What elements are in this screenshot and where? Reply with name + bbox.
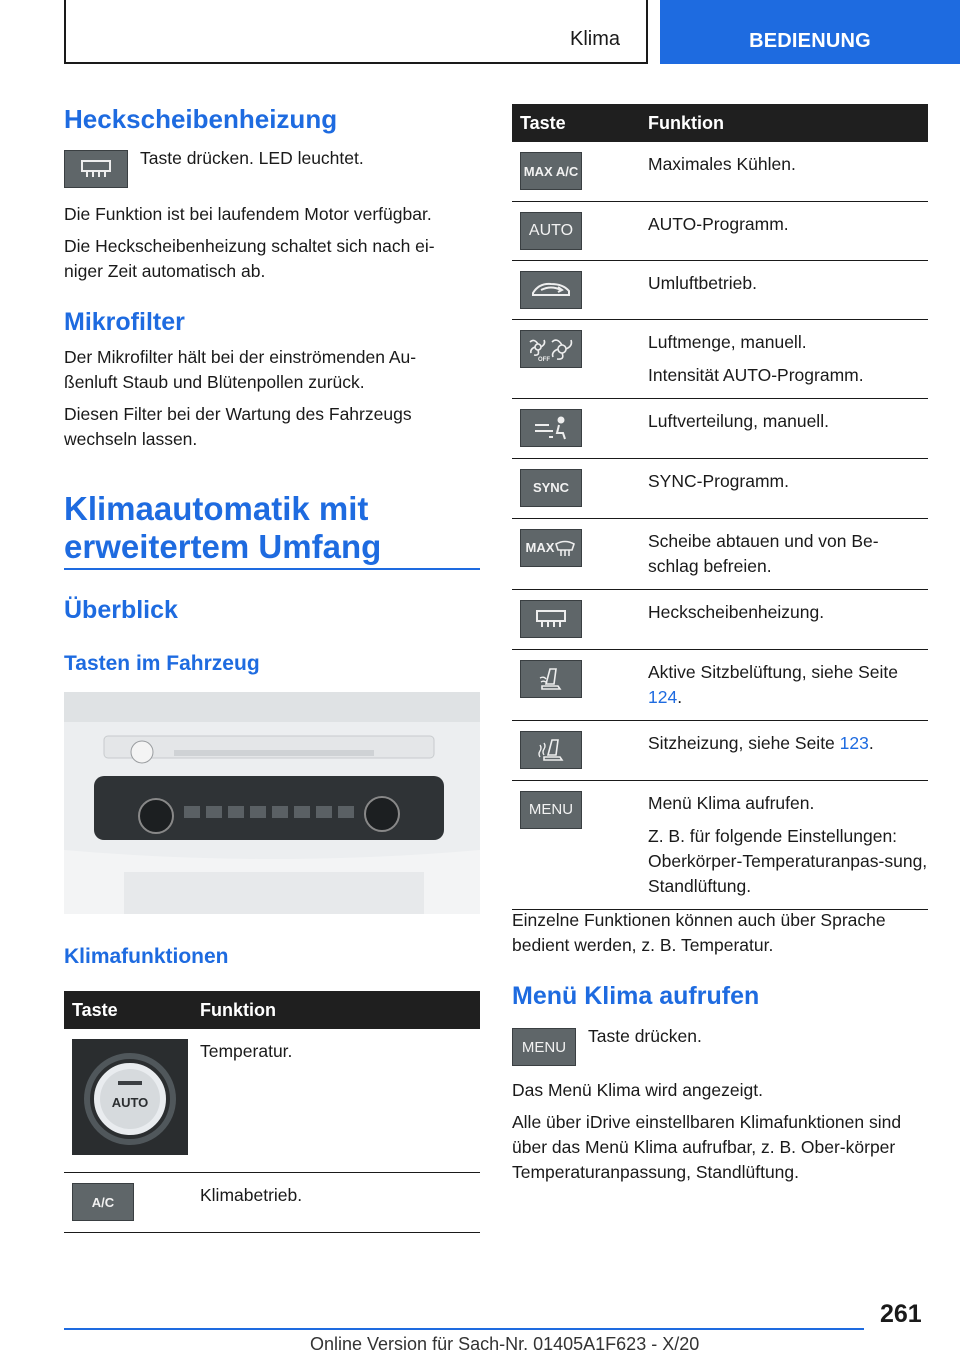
- klima-title-line2: erweitertem Umfang: [64, 528, 382, 565]
- menu-button: MENU: [512, 1028, 576, 1066]
- footer-rule: [64, 1328, 864, 1330]
- table-cell-text: Aktive Sitzbelüftung, siehe Seite: [648, 661, 899, 682]
- table-cell-text-2: Z. B. für folgende Einstellungen: Oberkörper-Temperaturanpas-sung, Standlüftung.: [648, 825, 928, 896]
- chapter-tab[interactable]: BEDIENUNG: [660, 0, 960, 64]
- menu-p2: Alle über iDrive einstellbaren Klimafunktionen sind über das Menü Klima aufrufbar, z. B. Ober-körper Temperaturanpassung, Standlüftung.: [512, 1112, 902, 1182]
- header-frame: [64, 0, 648, 64]
- table-row: [64, 1029, 480, 1173]
- right-function-table: [512, 104, 928, 910]
- fan-icon: [526, 336, 576, 362]
- footer-text: Online Version für Sach-Nr. 01405A1F623 - X/20: [310, 1334, 700, 1354]
- section-rule: [64, 568, 480, 570]
- mikro-title: Mikrofilter: [64, 308, 185, 336]
- knob-label: AUTO: [111, 1095, 149, 1110]
- overview-heading: Überblick: [64, 596, 178, 624]
- table-row: [512, 458, 928, 518]
- sync-button-icon: SYNC: [520, 469, 582, 507]
- page-link-124[interactable]: 124: [648, 686, 678, 707]
- svg-text:OFF: OFF: [538, 356, 550, 362]
- table-row: [512, 398, 928, 458]
- heck-p2: Die Heckscheibenheizung schaltet sich nach ei-niger Zeit automatisch ab.: [64, 236, 435, 281]
- heck-p1: Die Funktion ist bei laufendem Motor verfügbar.: [64, 204, 432, 224]
- table-row: [512, 319, 928, 398]
- auto-button-icon: AUTO: [520, 212, 582, 250]
- table-row: [512, 589, 928, 649]
- seat-ventilation-icon: [536, 666, 566, 692]
- table-row: [512, 780, 928, 909]
- table-cell-text: Scheibe abtauen und von Be-schlag befreien.: [636, 518, 928, 589]
- table-cell-text: Sitzheizung, siehe Seite: [648, 732, 835, 753]
- table-cell-text: Klimabetrieb.: [188, 1173, 480, 1233]
- seat-heating-icon: [536, 737, 566, 763]
- mikro-p1: Der Mikrofilter hält bei der einströmenden Au-ßenluft Staub und Blütenpollen zurück.: [64, 347, 417, 392]
- klima-title: [64, 490, 381, 566]
- menu-p1: Das Menü Klima wird angezeigt.: [512, 1080, 763, 1100]
- tasten-heading: Tasten im Fahrzeug: [64, 652, 260, 675]
- table-row: Aktive Sitzbelüftung, siehe Seite 124.: [512, 649, 928, 720]
- section-title: Klima: [569, 28, 620, 50]
- table-cell-text: Luftmenge, manuell.: [648, 331, 807, 352]
- table-header-taste: Taste: [64, 991, 188, 1029]
- table-row: [512, 260, 928, 319]
- table-row: [512, 142, 928, 201]
- table-cell-text: AUTO-Programm.: [636, 201, 928, 260]
- menu-title: Menü Klima aufrufen: [512, 982, 760, 1010]
- max-defrost-label: MAX: [525, 540, 555, 555]
- table-cell-text: Umluftbetrieb.: [636, 260, 928, 319]
- table-row: [512, 201, 928, 260]
- temperature-knob-icon: [72, 1039, 188, 1155]
- menu-button-icon: MENU: [520, 791, 582, 829]
- mikro-p2: Diesen Filter bei der Wartung des Fahrzeugs wechseln lassen.: [64, 404, 412, 449]
- table-cell-text: SYNC-Programm.: [636, 458, 928, 518]
- menu-instruction: Taste drücken.: [588, 1026, 702, 1046]
- table-header-taste: Taste: [512, 104, 636, 142]
- table-cell-text: Heckscheibenheizung.: [636, 589, 928, 649]
- rear-defrost-icon: [79, 157, 113, 181]
- heck-instruction: Taste drücken. LED leuchtet.: [140, 148, 364, 168]
- air-distribution-icon: [531, 415, 571, 441]
- table-cell-text: Menü Klima aufrufen.: [648, 792, 815, 813]
- recirculation-icon: [529, 279, 573, 301]
- table-cell-text: Luftverteilung, manuell.: [636, 398, 928, 458]
- max-ac-button-icon: MAX A/C: [520, 152, 582, 190]
- table-cell-text-2: Intensität AUTO-Programm.: [648, 364, 864, 385]
- table-header-funktion: Funktion: [188, 991, 480, 1029]
- table-row: Sitzheizung, siehe Seite 123.: [512, 720, 928, 780]
- left-function-table: [64, 991, 480, 1233]
- table-row: [64, 1173, 480, 1233]
- table-cell-text: Maximales Kühlen.: [636, 142, 928, 201]
- klima-title-line1: Klimaautomatik mit: [64, 490, 369, 527]
- dashboard-photo: [64, 692, 480, 914]
- table-row: [512, 518, 928, 589]
- ac-button-icon: A/C: [72, 1183, 134, 1221]
- rear-defrost-button: [64, 150, 128, 188]
- sprache-text: Einzelne Funktionen können auch über Sprache bedient werden, z. B. Temperatur.: [512, 910, 886, 955]
- table-cell-text: Temperatur.: [188, 1029, 480, 1173]
- windshield-defrost-icon: [554, 538, 576, 558]
- page-link-123[interactable]: 123: [839, 732, 869, 753]
- funktionen-heading: Klimafunktionen: [64, 945, 229, 968]
- heck-title: Heckscheibenheizung: [64, 104, 338, 134]
- page-number: 261: [880, 1300, 922, 1328]
- rear-defrost-icon: [534, 607, 568, 631]
- table-header-funktion: Funktion: [636, 104, 928, 142]
